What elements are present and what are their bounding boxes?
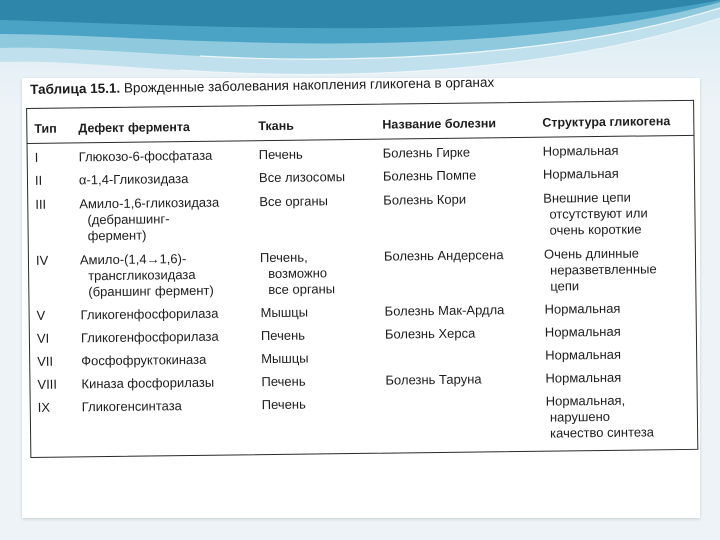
row-1-enzyme: Глюкозо-6-фосфатаза bbox=[78, 147, 213, 165]
row-2-enzyme: α-1,4-Гликозидаза bbox=[78, 171, 189, 188]
row-6-tissue: Печень bbox=[260, 327, 306, 344]
row-6-type: VI bbox=[36, 330, 50, 346]
header-enzyme: Дефект фермента bbox=[78, 119, 191, 136]
caption-label: Таблица 15.1. bbox=[30, 80, 121, 97]
row-7-enzyme: Фосфофруктокиназа bbox=[81, 351, 207, 369]
row-6-enzyme: Гликогенфосфорилаза bbox=[80, 328, 219, 346]
row-3-disease: Болезнь Кори bbox=[383, 191, 467, 208]
row-2-disease: Болезнь Помпе bbox=[382, 167, 477, 184]
row-3-structure: Внешние цепи отсутствуют или очень короткие bbox=[543, 189, 648, 238]
row-3-type: III bbox=[35, 196, 47, 212]
row-8-tissue: Печень bbox=[261, 373, 306, 390]
row-8-structure: Нормальная bbox=[545, 369, 622, 386]
row-4-structure: Очень длинные неразветвленные цепи bbox=[543, 245, 657, 294]
row-6-disease: Болезнь Херса bbox=[384, 325, 476, 342]
row-8-type: VIII bbox=[37, 376, 58, 392]
glycogen-storage-table bbox=[26, 92, 704, 460]
row-7-tissue: Мышцы bbox=[261, 350, 309, 367]
caption-text: Врожденные заболевания накопления гликогена в органах bbox=[123, 74, 495, 96]
header-structure: Структура гликогена bbox=[542, 114, 671, 130]
row-4-tissue: Печень, возможно все органы bbox=[259, 249, 336, 298]
row-9-tissue: Печень bbox=[261, 396, 306, 413]
row-8-disease: Болезнь Таруна bbox=[385, 371, 482, 388]
row-1-type: I bbox=[34, 149, 39, 165]
header-tissue: Ткань bbox=[258, 118, 295, 134]
row-1-structure: Нормальная bbox=[542, 142, 619, 159]
header-type: Тип bbox=[34, 121, 57, 136]
row-4-enzyme: Амило-(1,4→1,6)- трансгликозидаза (браншинг фермент) bbox=[79, 251, 214, 300]
row-6-structure: Нормальная bbox=[544, 323, 621, 340]
row-5-type: V bbox=[36, 307, 46, 323]
row-9-enzyme: Гликогенсинтаза bbox=[81, 398, 182, 415]
row-7-structure: Нормальная bbox=[545, 346, 622, 363]
row-9-structure: Нормальная, нарушено качество синтеза bbox=[545, 392, 655, 441]
row-9-type: IX bbox=[37, 399, 51, 415]
row-5-structure: Нормальная bbox=[544, 300, 621, 317]
row-5-enzyme: Гликогенфосфорилаза bbox=[80, 305, 219, 323]
row-4-type: IV bbox=[35, 252, 49, 268]
row-7-type: VII bbox=[37, 353, 54, 369]
row-5-disease: Болезнь Мак-Ардла bbox=[384, 302, 505, 319]
row-1-tissue: Печень bbox=[258, 146, 303, 163]
row-8-enzyme: Киназа фосфорилазы bbox=[81, 374, 215, 392]
header-disease: Название болезни bbox=[382, 116, 497, 132]
row-1-disease: Болезнь Гирке bbox=[382, 144, 471, 161]
row-2-structure: Нормальная bbox=[542, 165, 619, 182]
row-3-tissue: Все органы bbox=[259, 193, 329, 210]
row-4-disease: Болезнь Андерсена bbox=[383, 247, 504, 264]
row-2-tissue: Все лизосомы bbox=[258, 169, 346, 186]
row-3-enzyme: Амило-1,6-гликозидаза (дебраншинг- фермент) bbox=[79, 194, 220, 244]
row-2-type: II bbox=[34, 172, 43, 188]
row-5-tissue: Мышцы bbox=[260, 304, 309, 321]
